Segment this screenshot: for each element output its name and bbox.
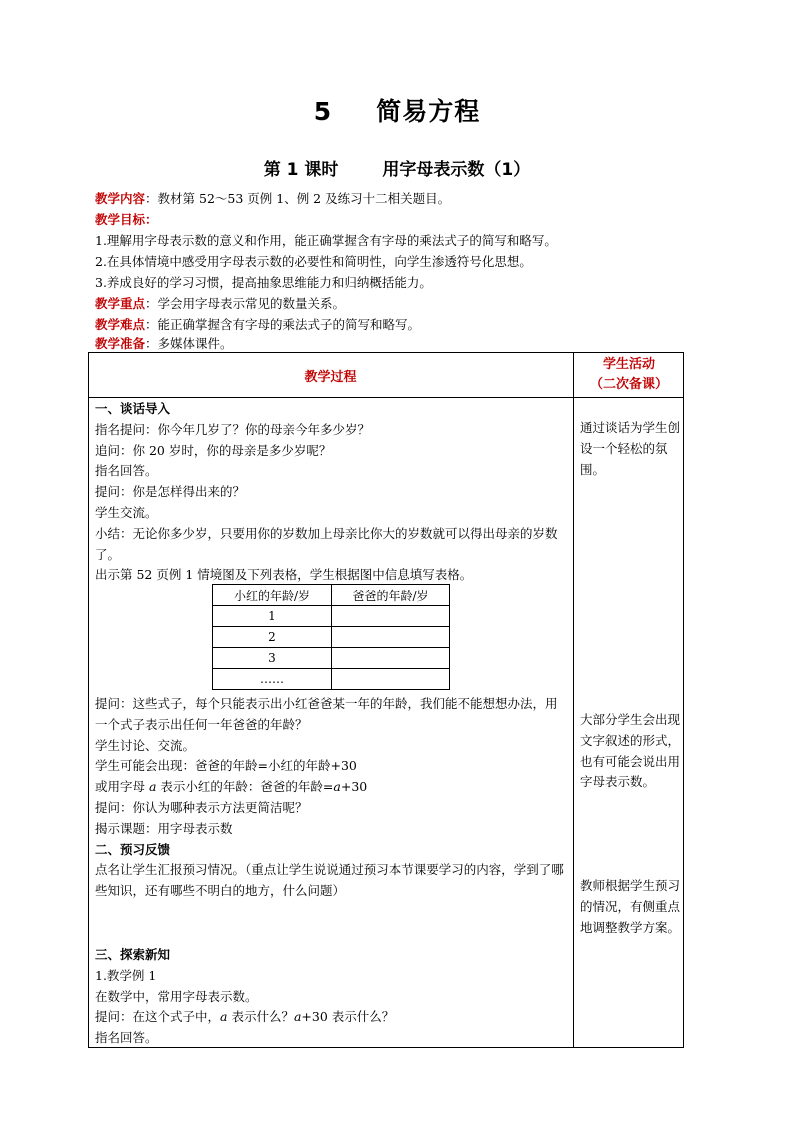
preparation-label: 教学准备: [95, 336, 146, 351]
process-part-2: [95, 694, 569, 902]
chapter-title: [0, 92, 794, 128]
lesson-number: 第 1 课时: [263, 160, 339, 180]
age-table-cell: 1: [213, 606, 332, 627]
difficulties-label: 教学难点: [95, 317, 146, 332]
age-table-cell: ……: [213, 669, 332, 690]
activity-note: 教师根据学生预习的情况，有侧重点地调整教学方案。: [580, 878, 681, 935]
process-line: 提问：你认为哪种表示方法更简洁呢？: [95, 799, 308, 815]
process-line: 指名回答。: [95, 1030, 158, 1046]
teaching-goals-label: 教学目标: [95, 212, 146, 227]
process-line: 学生可能会出现：爸爸的年龄=小红的年龄+30: [95, 758, 357, 774]
age-table-header: 小红的年龄/岁: [213, 585, 332, 606]
teaching-content-label: 教学内容: [95, 191, 146, 206]
process-part-1: [95, 399, 569, 586]
process-line: 揭示课题：用字母表示数: [95, 820, 233, 836]
activity-note: 大部分学生会出现文字叙述的形式，也有可能会说出用字母表示数。: [580, 712, 681, 790]
chapter-number: 5: [313, 97, 333, 126]
age-table: [212, 584, 450, 690]
age-table-empty-cell: [332, 627, 450, 648]
key-points-label: 教学重点: [95, 296, 146, 311]
teaching-goals-heading: 教学目标：: [95, 212, 158, 227]
process-column-header: 教学过程: [304, 370, 357, 385]
age-table-empty-cell: [332, 669, 450, 690]
column-divider: [573, 352, 574, 1048]
teaching-difficulties: [95, 314, 695, 335]
goal-item: 1.理解用字母表示数的意义和作用，能正确掌握含有字母的乘法式子的简写和略写。: [95, 233, 557, 248]
teaching-content: [95, 188, 695, 209]
age-table-header: 爸爸的年龄/岁: [332, 585, 450, 606]
chapter-name: 简易方程: [376, 97, 481, 126]
process-line: 点名让学生汇报预习情况。（重点让学生说说通过预习本节课要学习的内容，学到了哪些知识，还有哪些不明白的地方，什么问题）: [95, 862, 564, 899]
section-heading: 三、探索新知: [95, 947, 171, 962]
process-line: 追问：你 20 岁时，你的母亲是多少岁呢？: [95, 442, 332, 458]
teaching-key-points: [95, 293, 695, 314]
activity-note: 通过谈话为学生创设一个轻松的氛围。: [580, 420, 681, 477]
goal-item: 2.在具体情境中感受用字母表示数的必要性和简明性，向学生渗透符号化思想。: [95, 254, 532, 269]
preparation-text: ：多媒体课件。: [145, 336, 233, 351]
teaching-content-text: ：教材第 52～53 页例 1、例 2 及练习十二相关题目。: [145, 191, 451, 206]
process-line: 1.教学例 1: [95, 967, 157, 983]
process-line: 指名回答。: [95, 463, 158, 479]
header-divider: [88, 397, 684, 398]
process-line: 提问：在这个式子中，a 表示什么？a+30 表示什么？: [95, 1009, 395, 1025]
lesson-title: [0, 155, 794, 180]
process-line: 学生讨论、交流。: [95, 737, 196, 753]
age-table-empty-cell: [332, 606, 450, 627]
lesson-topic: 用字母表示数（1）: [382, 160, 531, 180]
key-points-text: ：学会用字母表示常见的数量关系。: [145, 296, 346, 311]
student-activity-header: 学生活动 （二次备课）: [589, 357, 668, 392]
teaching-preparation: [95, 333, 695, 354]
section-heading: 一、谈话导入: [95, 401, 171, 416]
process-line: 指名提问：你今年几岁了？你的母亲今年多少岁？: [95, 421, 371, 437]
process-line: 出示第 52 页例 1 情境图及下列表格，学生根据图中信息填写表格。: [95, 567, 473, 583]
difficulties-text: ：能正确掌握含有字母的乘法式子的简写和略写。: [145, 317, 421, 332]
process-line: 学生交流。: [95, 504, 158, 520]
process-line: 或用字母 a 表示小红的年龄：爸爸的年龄=a+30: [95, 779, 368, 795]
process-line: 提问：这些式子，每个只能表示出小红爸爸某一年的年龄，我们能不能想想办法，用一个式子表示出任何一年爸爸的年龄？: [95, 696, 558, 732]
goal-item: 3.养成良好的学习习惯，提高抽象思维能力和归纳概括能力。: [95, 275, 432, 290]
process-line: 提问：你是怎样得出来的？: [95, 484, 246, 500]
age-table-empty-cell: [332, 648, 450, 669]
section-heading: 二、预习反馈: [95, 841, 171, 857]
process-line: 小结：无论你多少岁，只要用你的岁数加上母亲比你大的岁数就可以得出母亲的岁数了。: [95, 525, 558, 562]
process-part-3: [95, 945, 569, 1049]
age-table-cell: 3: [213, 648, 332, 669]
age-table-cell: 2: [213, 627, 332, 648]
process-line: 在数学中，常用字母表示数。: [95, 988, 258, 1004]
